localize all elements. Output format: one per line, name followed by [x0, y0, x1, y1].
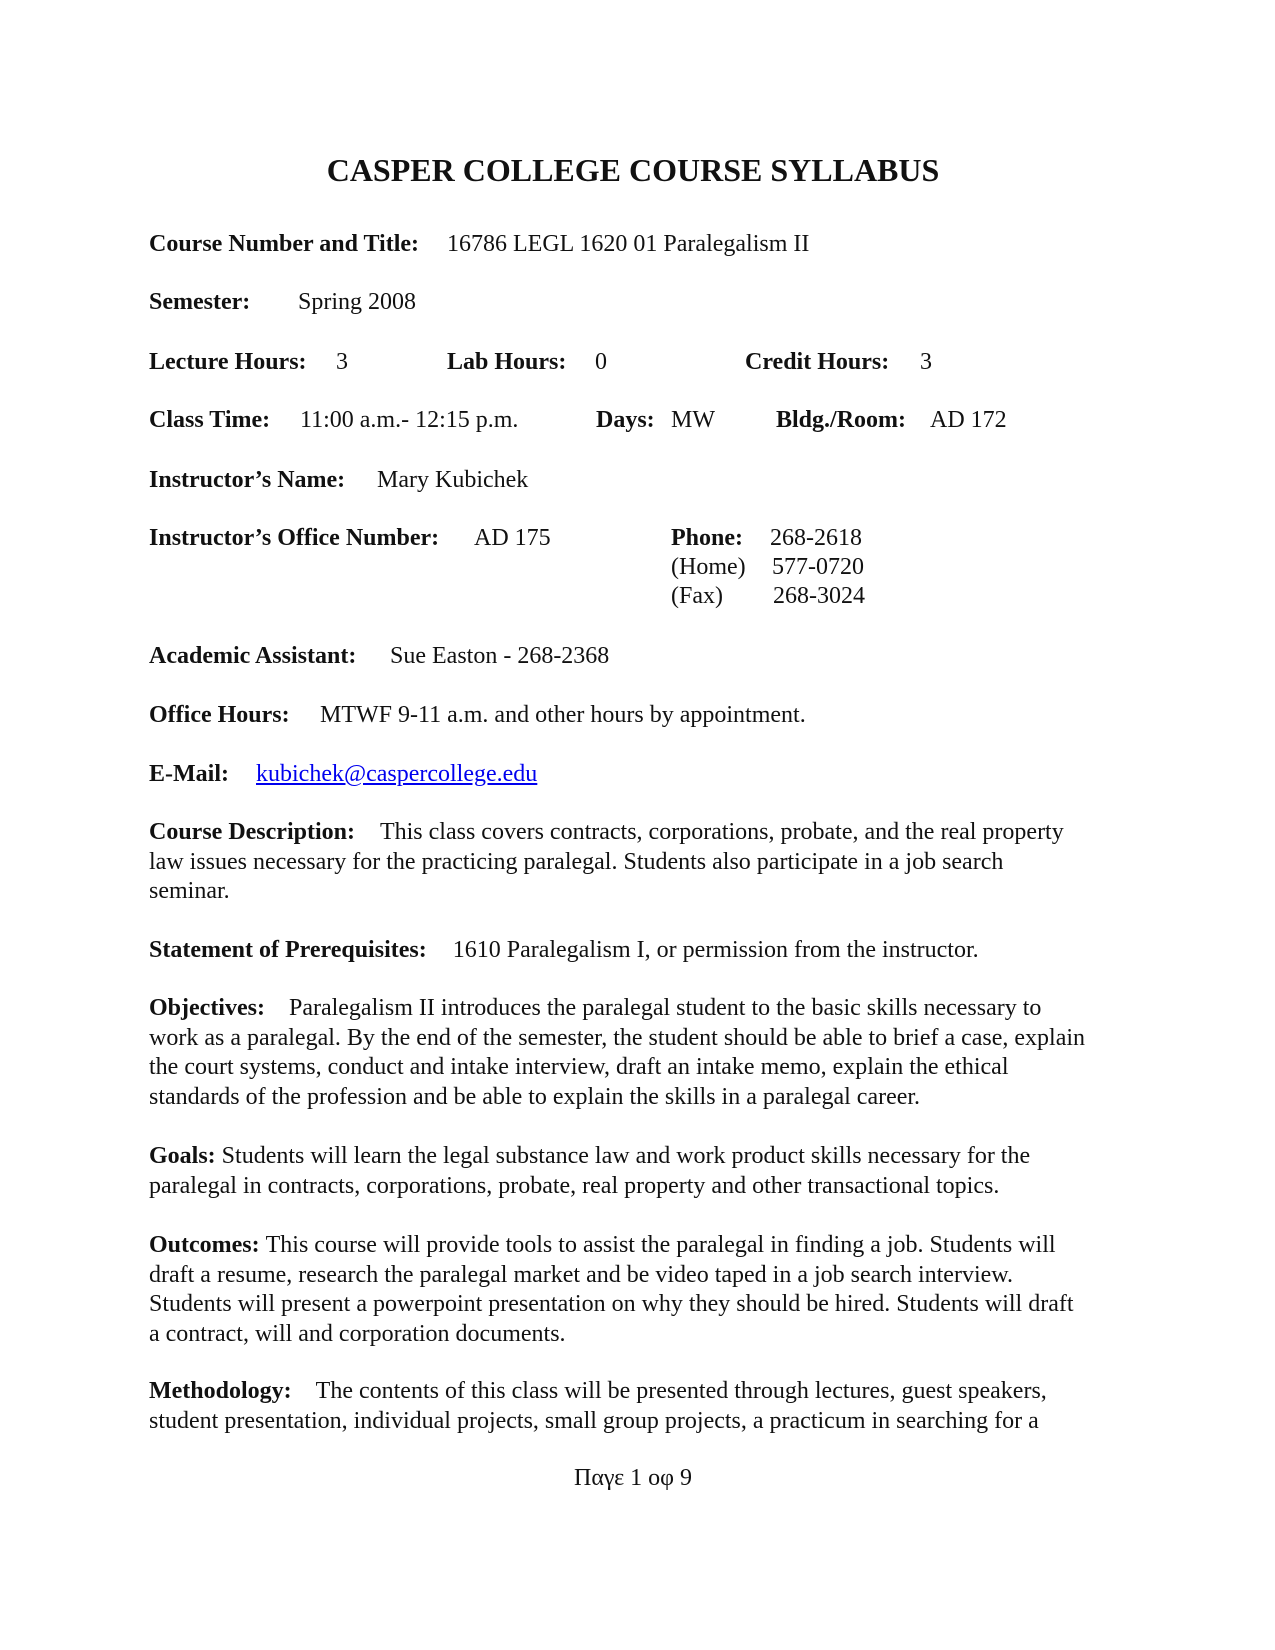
- outcomes: [149, 1231, 1074, 1349]
- phone-label: Phone:: [671, 525, 743, 551]
- email-label: E-Mail:: [149, 761, 229, 787]
- lab-hours-label: Lab Hours:: [447, 349, 567, 375]
- objectives-line: the court systems, conduct and intake interview, draft an intake memo, explain the ethical: [149, 1054, 1009, 1080]
- credit-hours-value: 3: [920, 349, 932, 375]
- prerequisites: [149, 936, 979, 966]
- class-time-label: Class Time:: [149, 407, 271, 433]
- outcomes-line: Students will present a powerpoint presentation on why they should be hired. Students will draft: [149, 1291, 1074, 1317]
- home-value: 577-0720: [772, 554, 864, 580]
- room-label: Bldg./Room:: [776, 407, 907, 433]
- methodology-line: The contents of this class will be presented through lectures, guest speakers,: [315, 1378, 1047, 1404]
- objectives-label: Objectives:: [149, 995, 265, 1021]
- phone-value: 268-2618: [770, 525, 862, 551]
- credit-hours-label: Credit Hours:: [745, 349, 890, 375]
- lab-hours-value: 0: [595, 349, 607, 375]
- office-number-label: Instructor’s Office Number:: [149, 525, 440, 551]
- assistant-value: Sue Easton - 268-2368: [390, 643, 610, 669]
- semester-label: Semester:: [149, 289, 251, 315]
- goals: [149, 1142, 1030, 1201]
- outcomes-line: draft a resume, research the paralegal market and be video taped in a job search interview.: [149, 1261, 1014, 1288]
- methodology-line: student presentation, individual projects, small group projects, a practicum in searching for a: [149, 1407, 1039, 1434]
- course-label: Course Number and Title:: [149, 231, 420, 257]
- outcomes-label: Outcomes:: [149, 1232, 260, 1258]
- page-title: CASPER COLLEGE COURSE SYLLABUS: [326, 152, 940, 188]
- description-line: law issues necessary for the practicing paralegal. Students also participate in a job search: [149, 848, 1004, 875]
- office-hours-label: Office Hours:: [149, 702, 290, 728]
- instructor-label: Instructor’s Name:: [149, 467, 346, 493]
- goals-line: paralegal in contracts, corporations, probate, real property and other transactional topics.: [149, 1172, 1000, 1199]
- office-number-value: AD 175: [474, 525, 551, 551]
- goals-line: Students will learn the legal substance law and work product skills necessary for the: [221, 1143, 1031, 1169]
- course-value: 16786 LEGL 1620 01 Paralegalism II: [447, 231, 810, 257]
- description-line: This class covers contracts, corporations, probate, and the real property: [379, 819, 1064, 845]
- outcomes-line: a contract, will and corporation documents.: [149, 1320, 566, 1347]
- instructor-value: Mary Kubichek: [377, 467, 529, 493]
- objectives-line: standards of the profession and be able to explain the skills in a paralegal career.: [149, 1083, 921, 1110]
- outcomes-line: This course will provide tools to assist the paralegal in finding a job. Students will: [265, 1232, 1056, 1258]
- semester-value: Spring 2008: [298, 289, 417, 315]
- days-label: Days:: [596, 407, 655, 433]
- description-line: seminar.: [149, 878, 230, 904]
- prerequisites-label: Statement of Prerequisites:: [149, 937, 427, 963]
- office-hours-value: MTWF 9-11 a.m. and other hours by appointment.: [320, 702, 806, 728]
- assistant-label: Academic Assistant:: [149, 643, 357, 669]
- lecture-hours-value: 3: [336, 349, 348, 375]
- prerequisites-value: 1610 Paralegalism I, or permission from the instructor.: [452, 937, 979, 963]
- days-value: MW: [671, 407, 715, 433]
- methodology-label: Methodology:: [149, 1378, 292, 1404]
- fax-value: 268-3024: [773, 583, 865, 609]
- description-label: Course Description:: [149, 819, 355, 845]
- objectives-line: work as a paralegal. By the end of the semester, the student should be able to brief a case, explain: [149, 1024, 1086, 1051]
- methodology: [149, 1377, 1047, 1436]
- course-description: [149, 818, 1064, 907]
- fax-label: (Fax): [671, 583, 723, 609]
- lecture-hours-label: Lecture Hours:: [149, 349, 307, 375]
- page-footer: Παγε 1 οφ 9: [573, 1465, 693, 1491]
- objectives: [149, 994, 1085, 1112]
- home-label: (Home): [671, 554, 746, 580]
- email-link[interactable]: kubichek@caspercollege.edu: [256, 761, 538, 787]
- class-time-value: 11:00 a.m.- 12:15 p.m.: [300, 407, 519, 433]
- room-value: AD 172: [930, 407, 1007, 433]
- goals-label: Goals:: [149, 1143, 216, 1169]
- objectives-line: Paralegalism II introduces the paralegal student to the basic skills necessary to: [288, 995, 1042, 1021]
